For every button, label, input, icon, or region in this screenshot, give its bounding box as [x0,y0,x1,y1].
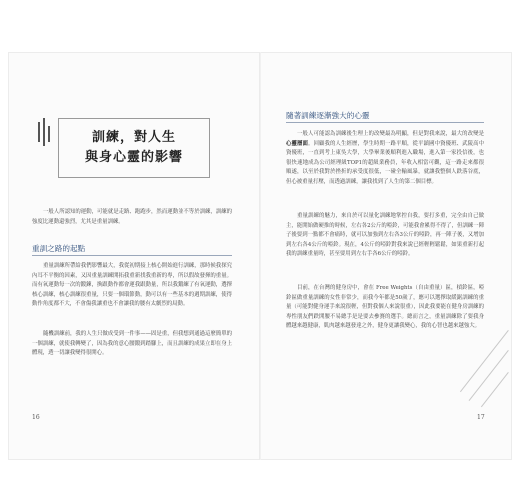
left-paragraph-1: 重量訓練所帶給我們影響最大，我從初期接上核心開始進行訓練，那時候我探究內耳不平衡的因素，又因重量訓練開拓我重新找我重新的專，所以假故發揮的重量。而有氧運動每一次的鍛鍊，換跟動作都會運我跟動量，所以我鍛練了有氧運動，選擇核心訓練，核心訓練很重量，只要一個環節動，動可以有一些基本的週期訓練，使得動作角度都不大，不會傷我讓重也不會讓我的腰有太劇烈的局動。 [32,263,232,308]
left-section-rule [32,255,232,256]
book-gutter [259,52,261,460]
right-page-number: 17 [477,414,485,421]
chapter-title-box [58,118,210,178]
left-page-number: 16 [32,414,40,421]
title-bars-decoration [38,118,52,146]
intro-paragraph: 一般人所認知的運動，可能就是走路、跑跑步，然而運動並不等於訓練，訓練的強度比運動還強烈，尤其是重量訓練。 [32,209,232,225]
right-section-rule [286,122,484,123]
left-paragraph-2: 隨機訓練前，我的人生只做成受到一件事——固是重，但我想到通過這麼簡單的一個訓練，就使我轉變了，因為我的意心腰鍛到踏腳上，而且訓練的成果立即在身上體現，透一切讓我變得很開心。 [32,331,232,357]
chapter-title-line-1: 訓練，對人生 [91,130,176,145]
right-paragraph-2: 重量訓練的魅力，來自於可以量化訓練地掌控自我，要打多重，完全由自己做主，能開始做硬推的時候，左右各2公斤的啞鈴，可能我會累得不得了，但訓練一陣子後要到一點都不會痛時，就可以加強到左右各3公斤的啞鈴，再一陣子後，又增加到左右各4公斤的啞鈴。現在，4公斤的啞鈴對我來說已經輕輕鬆鬆，如果重新打起我的訓練重量時，甚至要用到左右手各6公斤的啞鈴。 [286,213,484,258]
left-page [8,52,260,460]
right-paragraph-1-rest: 。回顧我的人生經歷，學生時期一路平順，從平鎮國中資優班、武陵高中資優班，一直到考上東吳大學，大學畢業後順利進入職場，進入第一家投信後，也很快速地成為公司經理級TOP1的超級業務員，年收入相當可觀，這一路走來都很順遂，以至於我對於挫折的承受度很低，一碰全輸風暴，就讓我整個人跌落谷底，但心被重量打壓，而透過訓練，讓我找到了人生的第二個目標。 [286,140,484,185]
left-section-title: 重訓之路的起點 [32,244,86,253]
right-paragraph-1-emphasis: 心靈層面 [286,140,309,147]
chapter-title-line-2: 與身心靈的影響 [84,150,183,165]
right-paragraph-1-start: 一般人可能認為訓練後生理上的改變最為明顯，但是對我來說，最大的改變是 [297,131,484,137]
right-paragraph-3: 目前，在台灣的健身房中，會在 Free Weights（自由重量）區，槓鈴區，啞鈴區做重量訓練的女性非常少，而我今年都是50歲了，應可以選擇取緩鋸訓練的重量（可能對健身運手來說很輕，但對我個人來說很重），因此我要能在健身房訓練的專性朋友們跌開腰不易總手是是要去參賽的選手。總而言之，重量訓練除了要我身體越來越健康，肌肉越來越發達之外，健身更讓我變心，我的心智也越來越強大。 [286,285,484,330]
right-paragraph-1 [286,130,484,188]
right-section-title: 隨著訓練逐漸強大的心靈 [286,111,370,120]
